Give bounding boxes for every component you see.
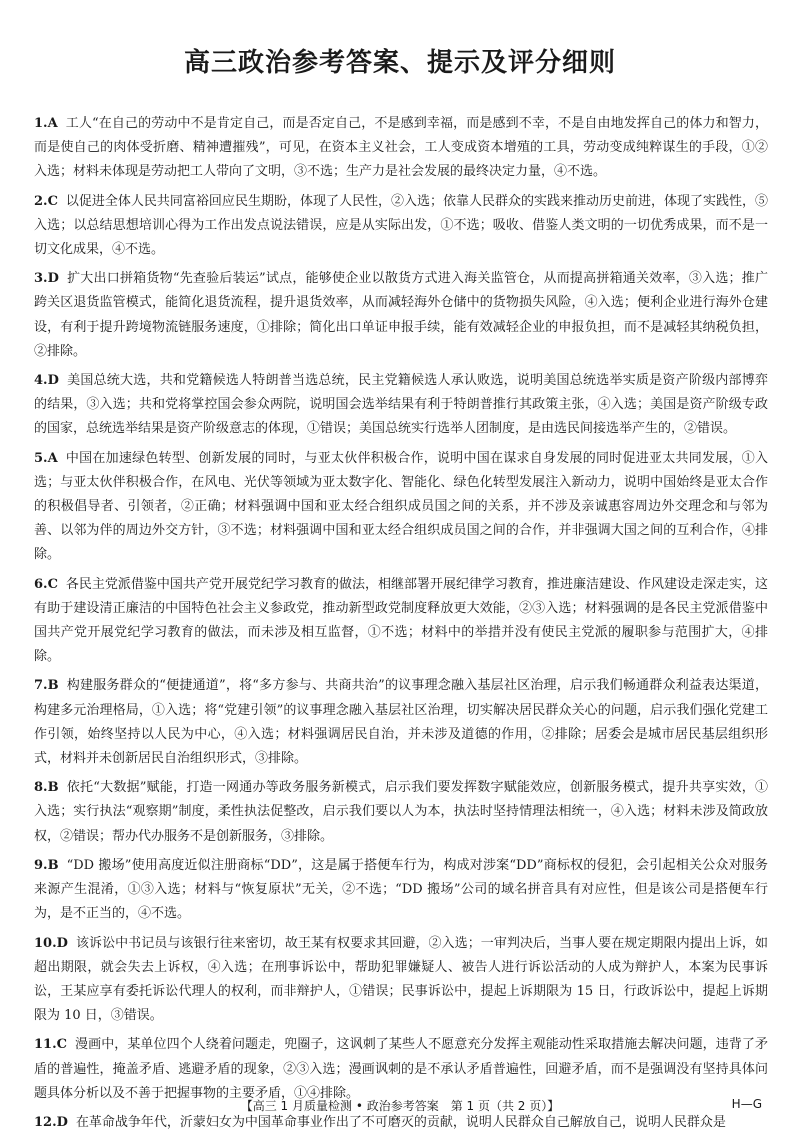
answer-text: 依托“大数据”赋能，打造一网通办等政务服务新模式，启示我们要发挥数字赋能效应，创新服务模式，提升共享实效，①入选；实行执法“观察期”制度，柔性执法促整改，启示我们要以人为本，执法时坚持情理法相统一，④入选；材料未涉及简政放权，②错误；帮办代办服务不是创新服务，③排除。 (34, 780, 768, 844)
answer-text: 构建服务群众的“便捷通道”，将“多方参与、共商共治”的议事理念融入基层社区治理，启示我们畅通群众利益表达渠道，构建多元治理格局，①入选；将“党建引领”的议事理念融入基层社区治理，切实解决居民群众关心的问题，启示我们强化党建工作引领，始终坚持以人民为中心，④入选；材料强调居民自治，并未涉及道德的作用，②排除；居委会是城市居民基层组织形式，材料并未创新居民自治组织形式，③排除。 (34, 678, 768, 767)
answer-item (34, 674, 768, 771)
answer-number: 10.D (34, 935, 68, 951)
answer-text: 该诉讼中书记员与该银行往来密切，故王某有权要求其回避，②入选；一审判决后，当事人要在规定期限内提出上诉，如超出期限，就会失去上诉权，④入选；在刑事诉讼中，帮助犯罪嫌疑人、被告人进行诉讼活动的人成为辩护人，本案为民事诉讼，王某应享有委托诉讼代理人的权利，而非辩护人，①错误；民事诉讼中，提起上诉期限为 15 日，行政诉讼中，提起上诉期限为 10 日，③错误。 (34, 935, 768, 1024)
answer-item (34, 573, 768, 670)
answer-text: 美国总统大选，共和党籍候选人特朗普当选总统，民主党籍候选人承认败选，说明美国总统选举实质是资产阶级内部博弈的结果，③入选；共和党将掌控国会参众两院，说明国会选举结果有利于特朗普推行其政策主张，④入选；美国是资产阶级专政的国家，总统选举结果是资产阶级意志的体现，①错误；美国总统实行选举人团制度，是由选民间接选举产生的，②错误。 (34, 373, 768, 437)
answer-number: 4.D (34, 373, 59, 389)
answer-item (34, 267, 768, 364)
answer-text: 扩大出口拼箱货物“先查验后装运”试点，能够使企业以散货方式进入海关监管仓，从而提高拼箱通关效率，③入选；推广跨关区退货监管模式，能简化退货流程，提升退货效率，从而减轻海外仓储中的货物损失风险，④入选；便利企业进行海外仓建设，有利于提升跨境物流链服务速度，①排除；简化出口单证申报手续，能有效减轻企业的申报负担，而不是减轻其纳税负担，②排除。 (34, 271, 768, 359)
answer-number: 7.B (34, 678, 59, 694)
answer-item (34, 854, 768, 927)
answer-item (34, 369, 768, 442)
answer-text: 中国在加速绿色转型、创新发展的同时，与亚太伙伴积极合作，说明中国在谋求自身发展的同时促进亚太共同发展，①入选；与亚太伙伴积极合作，在风电、光伏等领域为亚太数字化、智能化、绿色化转型发展注入新动力，说明中国始终是亚太合作的积极倡导者、引领者，②正确；材料强调中国和亚太经合组织成员国之间的关系，并不涉及亲诚惠容周边外交理念和与邻为善、以邻为伴的周边外交方针，③不选；材料强调中国和亚太经合组织成员国之间的合作，并非强调大国之间的互利合作，④排除。 (34, 450, 768, 563)
answer-list (34, 112, 768, 1140)
footer-code: H—G (731, 1097, 762, 1111)
answer-number: 9.B (34, 857, 59, 873)
answer-item (34, 190, 768, 263)
answer-number: 6.C (34, 576, 58, 592)
answer-number: 8.B (34, 780, 59, 796)
answer-text: 漫画中，某单位四个人绕着问题走，兜圈子，这讽刺了某些人不愿意充分发挥主观能动性采取措施去解决问题，违背了矛盾的普遍性，掩盖矛盾、逃避矛盾的现象，②③入选；漫画讽刺的是不承认矛盾普遍性，回避矛盾，而不是强调没有坚持具体问题具体分析以及不善于把握事物的主要矛盾，①④排除。 (34, 1037, 768, 1101)
footer-page-info: 【高三 1 月质量检测 • 政治参考答案 第 1 页（共 2 页）】 (240, 1099, 560, 1113)
answer-number: 12.D (34, 1114, 68, 1130)
answer-number: 2.C (34, 193, 58, 209)
answer-text: 以促进全体人民共同富裕回应民生期盼，体现了人民性，②入选；依靠人民群众的实践来推动历史前进，体现了实践性，⑤入选；以总结思想培训心得为工作出发点说法错误，应是从实际出发，①不选；吸收、借鉴人类文明的一切优秀成果，而不是一切文化成果，④不选。 (34, 193, 768, 258)
answer-text: “DD 搬场”使用高度近似注册商标“DD”，这是属于搭便车行为，构成对涉案“DD”商标权的侵犯，会引起相关公众对服务来源产生混淆，①③入选；材料与“恢复原状”无关，②不选；“DD 搬场”公司的域名拼音具有对应性，但是该公司是搭便车行为，是不正当的，④不选。 (34, 857, 768, 922)
answer-item (34, 1033, 768, 1106)
answer-number: 3.D (34, 271, 59, 287)
answer-item (34, 776, 768, 849)
answer-text: 工人“在自己的劳动中不是肯定自己，而是否定自己，不是感到幸福，而是感到不幸，不是自由地发挥自己的体力和智力，而是使自己的肉体受折磨、精神遭摧残”，可见，在资本主义社会，工人变成资本增殖的工具，劳动变成纯粹谋生的手段，①②入选；材料未体现是劳动把工人带向了文明，③不选；生产力是社会发展的最终决定力量，④不选。 (34, 116, 768, 180)
answer-number: 5.A (34, 450, 58, 466)
answer-number: 1.A (34, 116, 58, 131)
answer-item (34, 112, 768, 185)
page-title: 高三政治参考答案、提示及评分细则 (183, 48, 616, 78)
answer-text: 各民主党派借鉴中国共产党开展党纪学习教育的做法，相继部署开展纪律学习教育，推进廉洁建设、作风建设走深走实，这有助于建设清正廉洁的中国特色社会主义参政党，推动新型政党制度释放更大效能，②③入选；材料强调的是各民主党派借鉴中国共产党开展党纪学习教育的做法，而未涉及相互监督，①不选；材料中的举措并没有使民主党派的履职参与范围扩大，④排除。 (34, 576, 768, 665)
answer-item (34, 932, 768, 1029)
answer-number: 11.C (34, 1037, 67, 1053)
answer-item (34, 447, 768, 568)
answer-text: 在革命战争年代，沂蒙妇女为中国革命事业作出了不可磨灭的贡献，说明人民群众自己解放自己，说明人民群众是 (75, 1114, 726, 1130)
page-footer (0, 1097, 800, 1117)
